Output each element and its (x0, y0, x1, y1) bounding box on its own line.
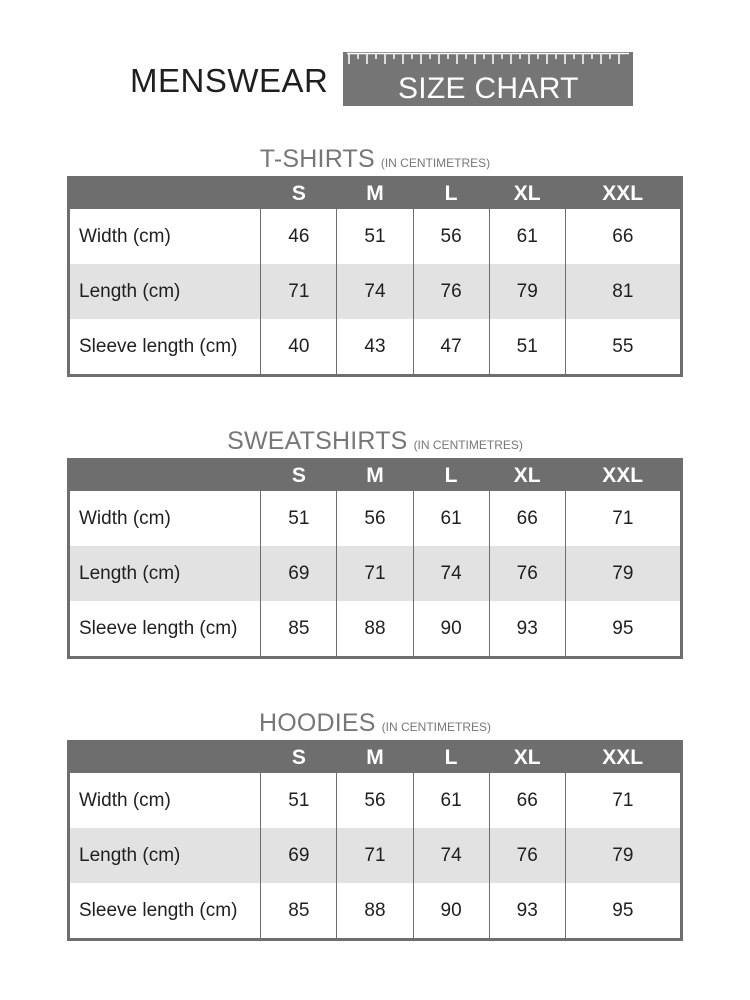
table-cell: 71 (337, 828, 413, 883)
page-header (130, 52, 633, 108)
table-cell: 61 (413, 491, 489, 546)
table-cell: 61 (489, 209, 565, 264)
table-row (69, 491, 682, 546)
table-cell: 51 (337, 209, 413, 264)
table-row (69, 883, 682, 940)
size-header: S (261, 742, 337, 774)
table-cell: 71 (337, 546, 413, 601)
unit-note: (IN CENTIMETRES) (380, 156, 491, 170)
table-cell: 71 (261, 264, 337, 319)
section-name: T-SHIRTS (259, 145, 375, 173)
table-cell: 69 (261, 546, 337, 601)
size-header: XXL (565, 742, 681, 774)
section-title (67, 424, 683, 458)
unit-note: (IN CENTIMETRES) (413, 438, 523, 452)
row-label: Width (cm) (79, 225, 171, 247)
section-name: HOODIES (258, 709, 376, 737)
table-cell: 66 (489, 491, 565, 546)
table-cell: 95 (565, 601, 681, 658)
size-header: XL (489, 460, 565, 492)
section-hoodies (67, 706, 683, 941)
size-header: XL (489, 178, 565, 210)
section-title (67, 706, 683, 740)
size-header: L (413, 178, 489, 210)
row-label: Width (cm) (79, 507, 171, 529)
section-name: SWEATSHIRTS (227, 427, 408, 455)
table-cell: 56 (413, 209, 489, 264)
table-cell: 85 (261, 883, 337, 940)
table-cell: 47 (413, 319, 489, 376)
table-row (69, 209, 682, 264)
table-cell: 46 (261, 209, 337, 264)
corner-cell (69, 742, 261, 774)
table-cell: 79 (489, 264, 565, 319)
brand-title: MENSWEAR (130, 62, 329, 99)
size-header: XXL (565, 460, 681, 492)
table-row (69, 601, 682, 658)
row-label: Sleeve length (cm) (79, 617, 238, 639)
size-header: M (337, 178, 413, 210)
size-header: XL (489, 742, 565, 774)
table-row (69, 773, 682, 828)
table-header-row (69, 742, 682, 774)
row-label: Sleeve length (cm) (79, 899, 238, 921)
table-cell: 74 (413, 546, 489, 601)
table-cell: 61 (413, 773, 489, 828)
table-cell: 76 (489, 828, 565, 883)
table-row (69, 319, 682, 376)
table-cell: 79 (565, 828, 681, 883)
table-cell: 74 (413, 828, 489, 883)
size-header: S (261, 460, 337, 492)
row-label: Width (cm) (79, 789, 171, 811)
size-header: L (413, 742, 489, 774)
ruler-icon (343, 52, 633, 72)
table-cell: 56 (337, 773, 413, 828)
table-cell: 66 (565, 209, 681, 264)
size-table (67, 176, 683, 377)
table-header-row (69, 178, 682, 210)
table-cell: 81 (565, 264, 681, 319)
size-header: L (413, 460, 489, 492)
table-cell: 79 (565, 546, 681, 601)
table-cell: 93 (489, 883, 565, 940)
table-header-row (69, 460, 682, 492)
size-table (67, 740, 683, 941)
table-cell: 71 (565, 491, 681, 546)
size-chart-banner (343, 52, 633, 106)
size-table (67, 458, 683, 659)
size-header: XXL (565, 178, 681, 210)
section-title (67, 142, 683, 176)
table-cell: 74 (337, 264, 413, 319)
corner-cell (69, 460, 261, 492)
table-row (69, 546, 682, 601)
table-row (69, 828, 682, 883)
row-label: Length (cm) (69, 546, 261, 601)
row-label: Length (cm) (69, 828, 261, 883)
table-cell: 85 (261, 601, 337, 658)
section-tshirts (67, 142, 683, 377)
table-cell: 51 (489, 319, 565, 376)
table-row (69, 264, 682, 319)
corner-cell (69, 178, 261, 210)
table-cell: 69 (261, 828, 337, 883)
table-cell: 56 (337, 491, 413, 546)
table-cell: 88 (337, 601, 413, 658)
table-cell: 51 (261, 491, 337, 546)
table-cell: 43 (337, 319, 413, 376)
unit-note: (IN CENTIMETRES) (381, 720, 492, 734)
row-label: Length (cm) (69, 264, 261, 319)
size-header: M (337, 742, 413, 774)
table-cell: 76 (413, 264, 489, 319)
table-cell: 90 (413, 601, 489, 658)
section-sweatshirts (67, 424, 683, 659)
row-label: Sleeve length (cm) (79, 335, 238, 357)
table-cell: 95 (565, 883, 681, 940)
table-cell: 93 (489, 601, 565, 658)
table-cell: 90 (413, 883, 489, 940)
table-cell: 55 (565, 319, 681, 376)
table-cell: 51 (261, 773, 337, 828)
table-cell: 88 (337, 883, 413, 940)
size-header: S (261, 178, 337, 210)
size-header: M (337, 460, 413, 492)
banner-label: SIZE CHART (397, 72, 579, 105)
table-cell: 66 (489, 773, 565, 828)
table-cell: 71 (565, 773, 681, 828)
table-cell: 76 (489, 546, 565, 601)
table-cell: 40 (261, 319, 337, 376)
